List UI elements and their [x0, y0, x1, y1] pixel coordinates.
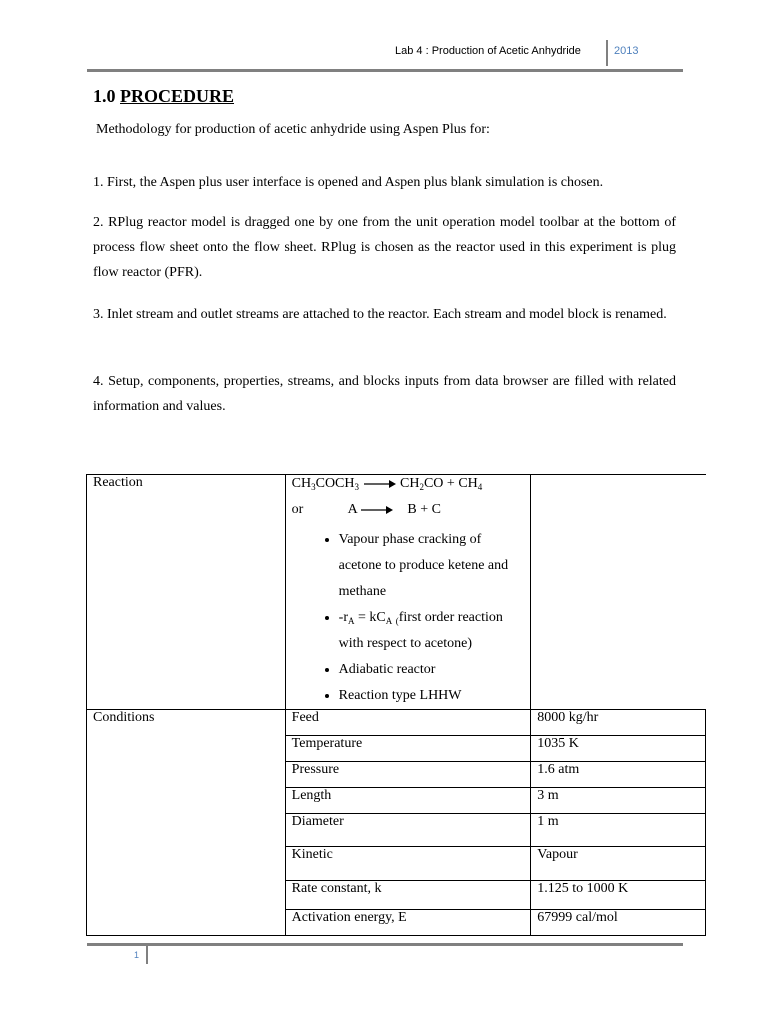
condition-value: 67999 cal/mol — [531, 910, 706, 936]
condition-value: 1.125 to 1000 K — [531, 881, 706, 910]
reaction-arrow-icon — [360, 505, 394, 515]
note-adiabatic: • Adiabatic reactor — [339, 657, 525, 683]
step-3: 3. Inlet stream and outlet streams are attached to the reactor. Each stream and model block is renamed. — [93, 307, 667, 322]
reaction-label: Reaction — [87, 475, 286, 710]
reaction-notes — [292, 527, 525, 709]
condition-row — [87, 710, 706, 736]
page-number: 1 — [134, 950, 140, 960]
conditions-label: Conditions — [87, 710, 286, 936]
condition-value: 3 m — [531, 788, 706, 814]
step-4: 4. Setup, components, properties, streams, and blocks inputs from data browser are filled with related information and values. — [93, 374, 676, 414]
condition-param: Activation energy, E — [285, 910, 531, 936]
condition-value: 1 m — [531, 814, 706, 847]
reaction-arrow-icon — [363, 479, 397, 489]
equation-reactant: $CH_3COCH_3$ — [291, 476, 360, 492]
section-title: PROCEDURE — [120, 86, 235, 106]
condition-param: Temperature — [285, 736, 531, 762]
reaction-blank-cell — [531, 475, 706, 710]
note-reaction-type: • Reaction type LHHW — [339, 683, 525, 709]
equation-products: $CH_2CO + CH_4$ — [400, 476, 483, 492]
footer-separator — [146, 946, 148, 964]
condition-param: Kinetic — [285, 847, 531, 881]
condition-value: 8000 kg/hr — [531, 710, 706, 736]
condition-param: Rate constant, k — [285, 881, 531, 910]
section-heading — [93, 86, 234, 107]
condition-value: Vapour — [531, 847, 706, 881]
condition-param: Diameter — [285, 814, 531, 847]
or-label: or — [291, 502, 304, 517]
reactant-a: A — [347, 502, 357, 517]
note-rate-law: • $-r_A = kC_A$ $_($first order reaction with respect to acetone) — [339, 605, 525, 657]
condition-param: Pressure — [285, 762, 531, 788]
intro-text: Methodology for production of acetic anhydride using Aspen Plus for: — [96, 122, 490, 137]
condition-param: Length — [285, 788, 531, 814]
condition-param: Feed — [285, 710, 531, 736]
section-number: 1.0 — [93, 86, 116, 106]
step-1: 1. First, the Aspen plus user interface is opened and Aspen plus blank simulation is chosen. — [93, 175, 604, 190]
reaction-equation — [292, 475, 525, 501]
reaction-cell — [285, 475, 531, 710]
header-separator — [606, 40, 608, 66]
note-cracking: • Vapour phase cracking of acetone to produce ketene and methane — [339, 527, 525, 605]
step-2: 2. RPlug reactor model is dragged one by one from the unit operation model toolbar at the bottom of process flow sheet onto the flow sheet. RPlug is chosen as the reactor used in this experiment is plug flow reactor (PFR). — [93, 215, 676, 280]
condition-value: 1035 K — [531, 736, 706, 762]
header-year: 2013 — [614, 45, 639, 57]
parameters-table — [86, 474, 706, 936]
reaction-equation-short — [292, 501, 525, 527]
products-bc: B + C — [407, 502, 441, 517]
footer-rule — [87, 943, 683, 946]
header-rule — [87, 69, 683, 72]
condition-value: 1.6 atm — [531, 762, 706, 788]
header-title: Lab 4 : Production of Acetic Anhydride — [395, 45, 581, 57]
reaction-row — [87, 475, 706, 710]
